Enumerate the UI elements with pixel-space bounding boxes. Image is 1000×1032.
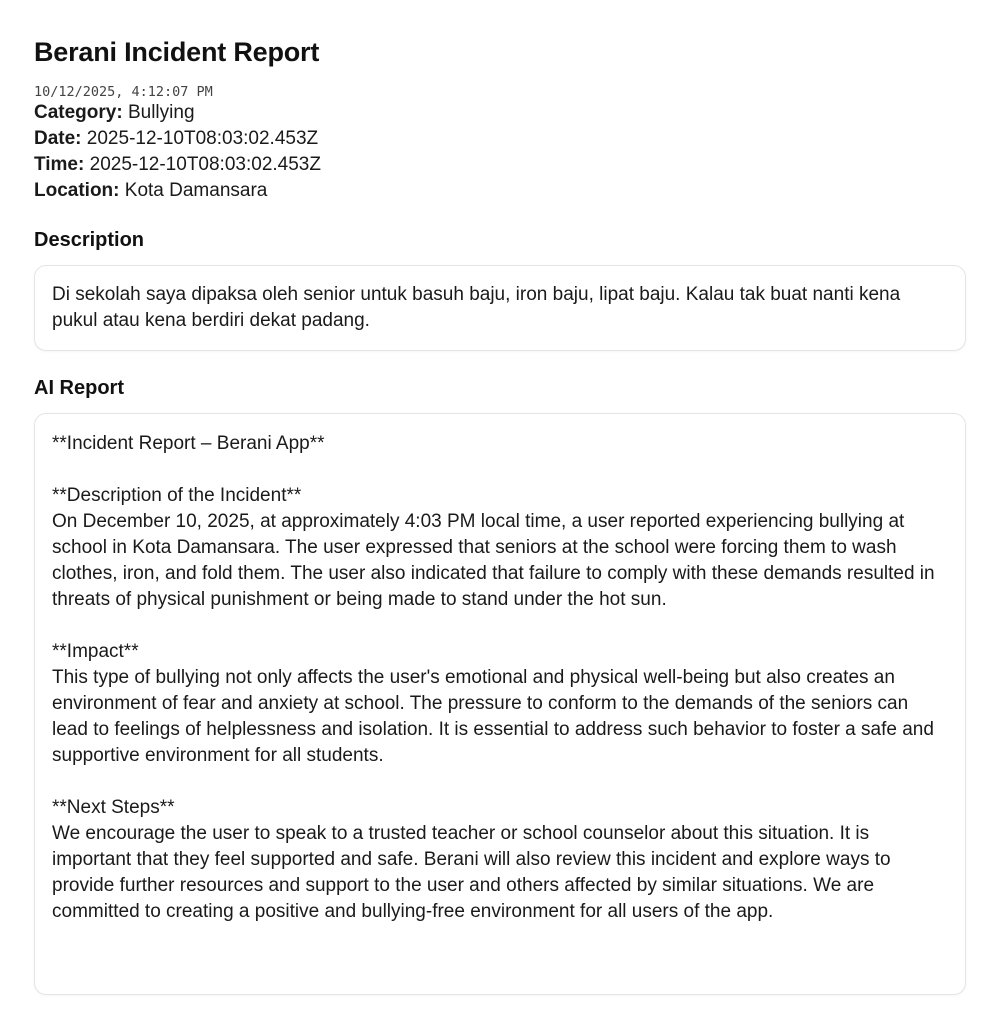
ai-section-heading: **Description of the Incident** xyxy=(52,485,302,506)
category-row xyxy=(34,100,966,126)
report-metadata xyxy=(34,100,966,204)
ai-section-body: On December 10, 2025, at approximately 4:03 PM local time, a user reported experiencing bullying at school in Kota Damansara. The user expressed that seniors at the school were forcing them to wash clothes, iron, and fold them. The user also indicated that failure to comply with these demands resulted in threats of physical punishment or being made to stand under the hot sun. xyxy=(52,511,940,610)
date-row xyxy=(34,126,966,152)
description-heading: Description xyxy=(34,229,145,251)
location-value: Kota Damansara xyxy=(124,180,268,201)
ai-section-body: We encourage the user to speak to a trusted teacher or school counselor about this situation. It is important that they feel supported and safe. Berani will also review this incident and explore ways to provide further resources and support to the user and others affected by similar situations. We are committed to creating a positive and bullying-free environment for all users of the app. xyxy=(52,823,896,922)
time-label: Time: xyxy=(34,154,85,175)
ai-report-heading: AI Report xyxy=(34,377,124,399)
date-label: Date: xyxy=(34,128,82,149)
time-value: 2025-12-10T08:03:02.453Z xyxy=(89,154,321,175)
category-label: Category: xyxy=(34,102,123,123)
ai-section-heading: **Impact** xyxy=(52,641,139,662)
ai-section-description xyxy=(52,483,949,613)
ai-section-heading: **Next Steps** xyxy=(52,797,175,818)
ai-report-box xyxy=(34,413,966,995)
ai-report-title-line: **Incident Report – Berani App** xyxy=(52,433,325,454)
description-box xyxy=(34,265,966,351)
page-title: Berani Incident Report xyxy=(34,37,320,67)
category-value: Bullying xyxy=(127,102,195,123)
report-timestamp: 10/12/2025, 4:12:07 PM xyxy=(34,84,213,100)
description-text: Di sekolah saya dipaksa oleh senior untuk basuh baju, iron baju, lipat baju. Kalau tak buat nanti kena pukul atau kena berdiri dekat padang. xyxy=(52,284,906,331)
location-label: Location: xyxy=(34,180,120,201)
ai-section-next-steps xyxy=(52,795,949,925)
ai-section-body: This type of bullying not only affects the user's emotional and physical well-being but also creates an environment of fear and anxiety at school. The pressure to conform to the demands of the seniors can lead to feelings of helplessness and isolation. It is essential to address such behavior to foster a safe and supportive environment for all students. xyxy=(52,667,940,766)
ai-section-impact xyxy=(52,639,949,769)
location-row xyxy=(34,178,966,204)
date-value: 2025-12-10T08:03:02.453Z xyxy=(86,128,319,149)
time-row xyxy=(34,152,966,178)
